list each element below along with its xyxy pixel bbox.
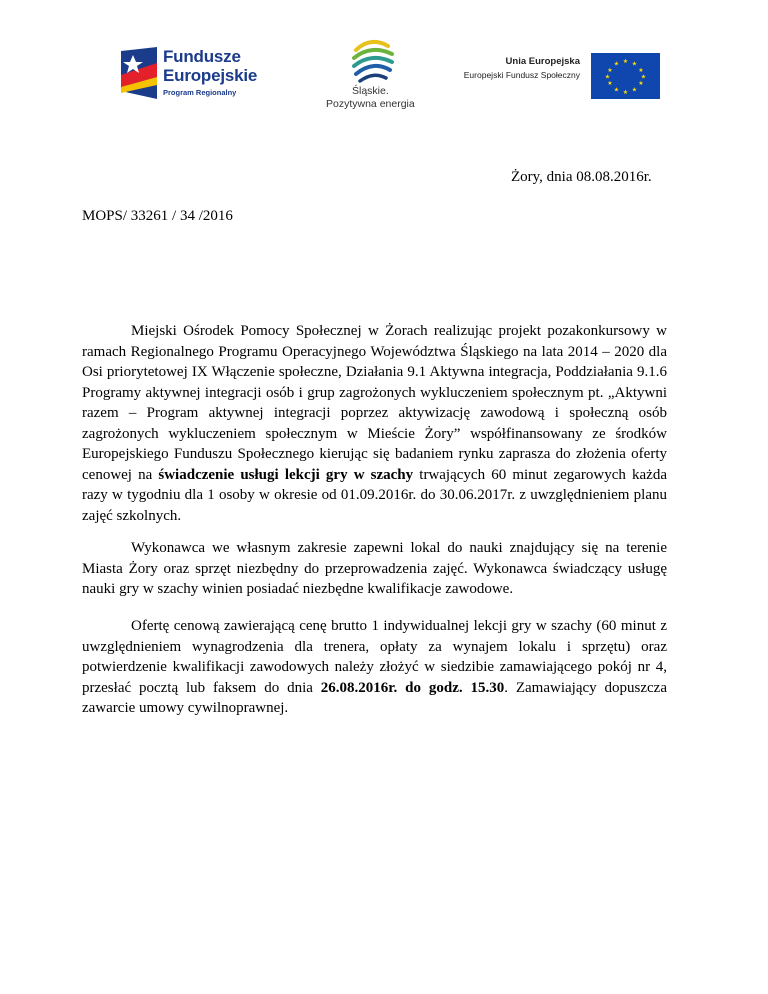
svg-text:★: ★ [604,73,611,81]
slaskie-logo-line1: Śląskie. [352,85,389,97]
svg-text:★: ★ [622,89,629,96]
paragraph-invitation-text-a: Miejski Ośrodek Pomocy Społecznej w Żorach realizując projekt pozakonkursowy w ramach Regionalnego Programu Operacyjnego Województwa Śląskiego na lata 2014 – 2020 dla Osi priorytetowej IX Włączenie społeczne, Działania 9.1 Aktywna integracja, Poddziałania 9.1.6 Programy aktywnej integracji osób i grup zagrożonych wykluczeniem społecznym pt. „Aktywni razem – Program aktywnej integracji poprzez aktywizację zawodową i społeczną osób zagrożonych wykluczeniem społecznym w Mieście Żory” współfinansowany ze środków Europejskiego Funduszu Społecznego kierując się badaniem rynku zaprasza do złożenia oferty cenowej na [82,323,667,483]
letter-reference-number: MOPS/ 33261 / 34 /2016 [82,208,233,224]
paragraph-invitation [82,321,667,526]
letter-date: Żory, dnia 08.08.2016r. [511,169,652,185]
fundusze-europejskie-logo [113,45,263,107]
fe-logo-text [163,47,257,97]
svg-text:★: ★ [607,67,613,74]
svg-text:★: ★ [631,86,638,94]
svg-text:★: ★ [631,60,638,68]
svg-text:★: ★ [613,86,620,94]
paragraph-invitation-text-b: trwających 60 minut zegarowych każda razy w tygodniu dla 1 osoby w okresie od 01.09.2016r. do 30.06.2017r. z uwzględnieniem planu zajęć szkolnych. [82,466,667,524]
slaskie-logo-line2: Pozytywna energia [326,98,415,110]
slaskie-waves-icon [348,38,398,84]
eu-flag-icon [591,53,660,99]
ue-logo-line2: Europejski Fundusz Społeczny [463,70,580,80]
svg-text:★: ★ [638,80,644,87]
svg-text:★: ★ [638,67,644,74]
svg-text:★: ★ [613,60,620,68]
paragraph-offer [82,616,667,719]
paragraph-offer-text-b: . Zamawiający dopuszcza zawarcie umowy cywilnoprawnej. [82,679,667,716]
svg-text:★: ★ [607,80,613,87]
fe-logo-line1: Fundusze [163,47,241,66]
paragraph-contractor: Wykonawca we własnym zakresie zapewni lokal do nauki znajdujący się na terenie Miasta Żory oraz sprzęt niezbędny do przeprowadzenia zajęć. Wykonawca świadczący usługę nauki gry w szachy winien posiadać niezbędne kwalifikacje zawodowe. [82,540,667,597]
svg-text:★: ★ [640,73,647,81]
ue-logo-line1: Unia Europejska [505,56,580,67]
ue-logo-text [464,56,580,80]
paragraph-offer-text-a: Ofertę cenową zawierającą cenę brutto 1 indywidualnej lekcji gry w szachy (60 minut z uwzględnieniem wynagrodzenia dla trenera, opłaty za wynajem lokalu i sprzętu) oraz potwierdzenie kwalifikacji zawodowych należy złożyć w siedzibie zamawiającego pokój nr 4, przesłać pocztą lub faksem do dnia [82,618,667,696]
service-name-bold: świadczenie usługi lekcji gry w szachy [158,466,414,483]
svg-text:★: ★ [622,58,629,65]
fe-logo-line3: Program Regionalny [163,88,237,97]
slaskie-logo [322,38,426,118]
fe-star-flag-icon [113,45,161,103]
unia-europejska-logo [450,50,660,100]
deadline-bold: 26.08.2016r. do godz. 15.30 [320,679,505,696]
fe-logo-line2: Europejskie [163,66,258,85]
